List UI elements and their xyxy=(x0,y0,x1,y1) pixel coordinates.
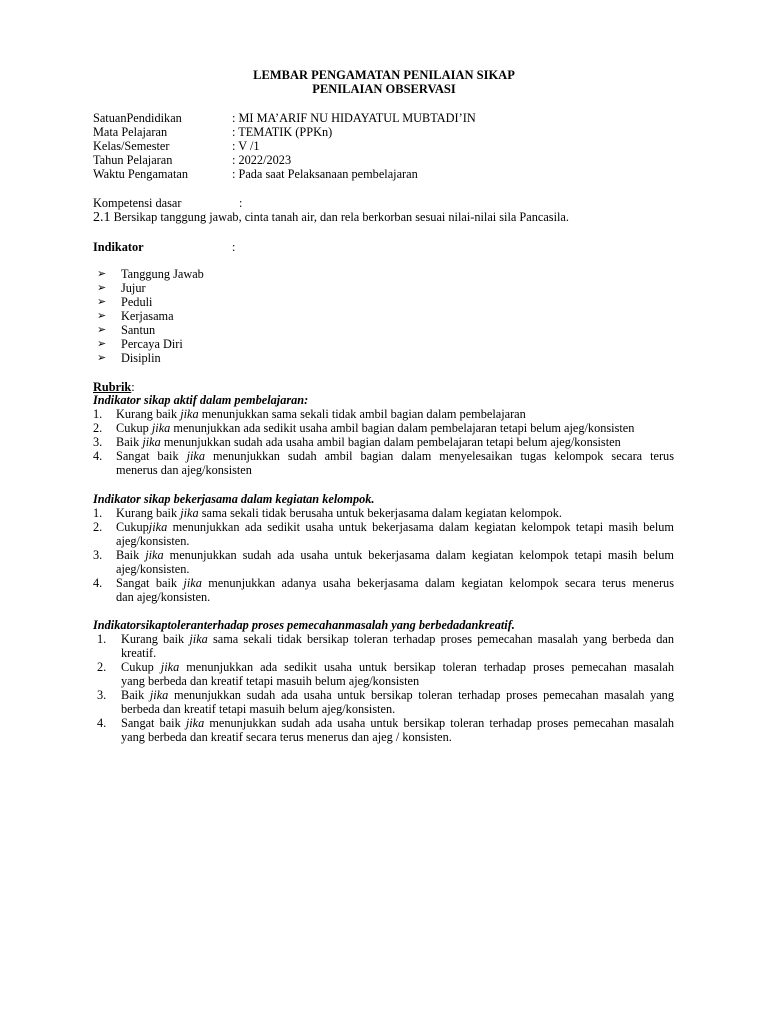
item-number: 4. xyxy=(97,716,107,730)
rubric-item: Cukup jika menunjukkan ada sedikit usaha ambil bagian dalam pembelajaran tetapi belum ajeg/konsisten xyxy=(116,421,635,435)
item-number: 4. xyxy=(93,576,103,590)
kompetensi-text xyxy=(93,210,569,225)
info-value-satuan: : MI MA’ARIF NU HIDAYATUL MUBTADI’IN xyxy=(232,111,476,125)
item-number: 2. xyxy=(97,660,107,674)
info-label-mapel: Mata Pelajaran xyxy=(93,125,168,139)
arrow-bullet-icon: ➢ xyxy=(97,338,107,350)
kompetensi-label: Kompetensi dasar xyxy=(93,196,182,210)
arrow-bullet-icon: ➢ xyxy=(97,282,107,294)
arrow-bullet-icon: ➢ xyxy=(97,296,107,308)
indikator-item: Percaya Diri xyxy=(121,337,183,351)
rubric-item: Kurang baik jika sama sekali tidak berusaha untuk bekerjasama dalam kegiatan kelompok. xyxy=(116,506,562,520)
indikator-item: Disiplin xyxy=(121,351,161,365)
rubric-item-continuation: menerus dan ajeg/konsisten xyxy=(116,463,252,477)
arrow-bullet-icon: ➢ xyxy=(97,324,107,336)
indikator-item: Tanggung Jawab xyxy=(121,267,204,281)
section-heading: Indikator sikap aktif dalam pembelajaran: xyxy=(93,393,309,407)
rubric-item: Baik jika menunjukkan sudah ada usaha untuk bersikap toleran terhadap proses pemecahan masalah yang xyxy=(121,688,674,702)
section-heading: Indikatorsikaptoleranterhadap proses pemecahanmasalah yang berbedadankreatif. xyxy=(93,618,515,632)
indikator-item: Jujur xyxy=(121,281,146,295)
arrow-bullet-icon: ➢ xyxy=(97,268,107,280)
rubric-item: Baik jika menunjukkan sudah ada usaha ambil bagian dalam pembelajaran tetapi belum ajeg/konsisten xyxy=(116,435,621,449)
info-label-waktu: Waktu Pengamatan xyxy=(93,167,188,181)
indikator-item: Santun xyxy=(121,323,156,337)
arrow-bullet-icon: ➢ xyxy=(97,352,107,364)
info-value-kelas: : V /1 xyxy=(232,139,260,153)
indikator-item: Kerjasama xyxy=(121,309,174,323)
kompetensi-number: 2.1 xyxy=(93,210,111,225)
item-number: 3. xyxy=(97,688,107,702)
rubric-item: Cukupjika menunjukkan ada sedikit usaha untuk bekerjasama dalam kegiatan kelompok tetapi masih belum xyxy=(116,520,674,534)
item-number: 1. xyxy=(93,506,103,520)
rubric-item-continuation: ajeg/konsisten. xyxy=(116,562,190,576)
rubric-item: Sangat baik jika menunjukkan sudah ada usaha untuk bersikap toleran terhadap proses pemecahan masalah xyxy=(121,716,674,730)
section-heading: Indikator sikap bekerjasama dalam kegiatan kelompok. xyxy=(93,492,375,506)
rubric-item: Cukup jika menunjukkan ada sedikit usaha untuk bersikap toleran terhadap proses pemecahan masalah xyxy=(121,660,674,674)
rubric-item-continuation: berbeda dan kreatif tetapi masuih belum ajeg/konsisten. xyxy=(121,702,396,716)
info-value-mapel: : TEMATIK (PPKn) xyxy=(232,125,333,139)
rubric-item-continuation: yang berbeda dan kreatif secara terus menerus dan ajeg / konsisten. xyxy=(121,730,452,744)
item-number: 3. xyxy=(93,548,103,562)
info-label-kelas: Kelas/Semester xyxy=(93,139,170,153)
rubric-item: Baik jika menunjukkan sudah ada usaha untuk bekerjasama dalam kegiatan kelompok tetapi masih belum xyxy=(116,548,674,562)
info-value-tahun: : 2022/2023 xyxy=(232,153,292,167)
rubric-item-continuation: kreatif. xyxy=(121,646,157,660)
item-number: 1. xyxy=(97,632,107,646)
arrow-bullet-icon: ➢ xyxy=(97,310,107,322)
kompetensi-description: Bersikap tanggung jawab, cinta tanah air, dan rela berkorban sesuai nilai-nilai sila Pancasila. xyxy=(113,210,569,224)
document-subtitle: PENILAIAN OBSERVASI xyxy=(312,82,456,96)
info-label-satuan: SatuanPendidikan xyxy=(93,111,182,125)
rubric-item-continuation: ajeg/konsisten. xyxy=(116,534,190,548)
item-number: 2. xyxy=(93,421,103,435)
rubrik-heading xyxy=(93,380,135,394)
info-label-tahun: Tahun Pelajaran xyxy=(93,153,173,167)
rubric-item-continuation: dan ajeg/konsisten. xyxy=(116,590,211,604)
rubric-item: Kurang baik jika sama sekali tidak bersikap toleran terhadap proses pemecahan masalah yang berbeda dan xyxy=(121,632,674,646)
rubric-item: Kurang baik jika menunjukkan sama sekali tidak ambil bagian dalam pembelajaran xyxy=(116,407,526,421)
rubric-item: Sangat baik jika menunjukkan adanya usaha bekerjasama dalam kegiatan kelompok secara terus menerus xyxy=(116,576,674,590)
info-value-waktu: : Pada saat Pelaksanaan pembelajaran xyxy=(232,167,418,181)
item-number: 4. xyxy=(93,449,103,463)
indikator-colon: : xyxy=(232,240,236,254)
rubric-item-continuation: yang berbeda dan kreatif tetapi masuih belum ajeg/konsisten xyxy=(121,674,420,688)
rubric-item: Sangat baik jika menunjukkan sudah ambil bagian dalam menyelesaikan tugas kelompok secara terus xyxy=(116,449,674,463)
indikator-item: Peduli xyxy=(121,295,153,309)
rubrik-colon: : xyxy=(131,380,135,394)
item-number: 2. xyxy=(93,520,103,534)
item-number: 3. xyxy=(93,435,103,449)
document-title: LEMBAR PENGAMATAN PENILAIAN SIKAP xyxy=(253,68,515,82)
kompetensi-colon: : xyxy=(239,196,243,210)
rubrik-label: Rubrik xyxy=(93,380,132,394)
item-number: 1. xyxy=(93,407,103,421)
indikator-label: Indikator xyxy=(93,240,144,254)
